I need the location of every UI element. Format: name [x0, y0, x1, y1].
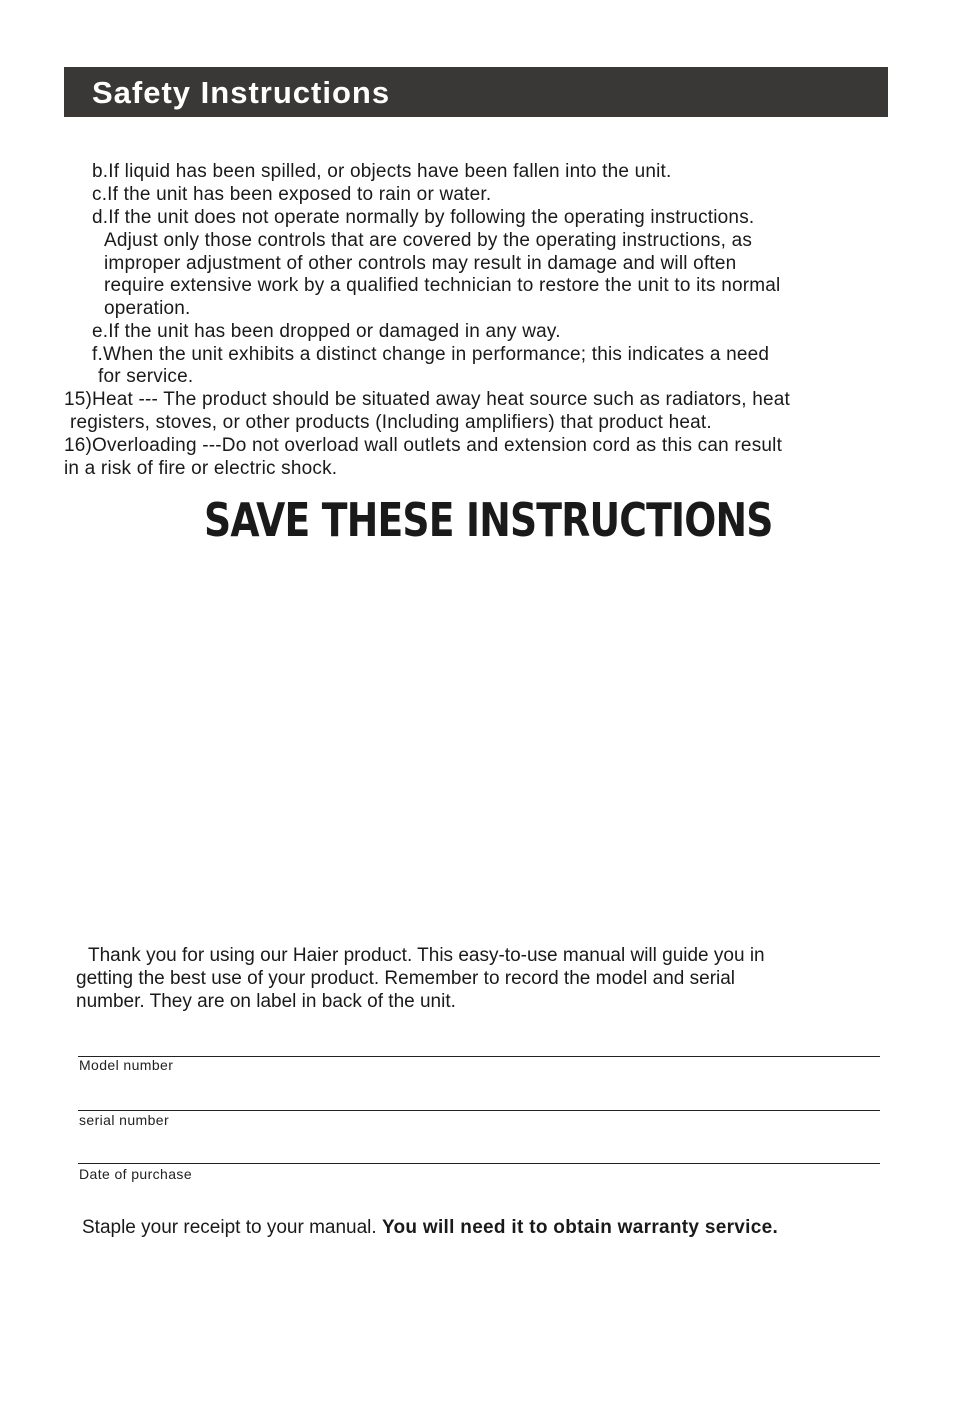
instruction-line-d-cont2: improper adjustment of other controls may result in damage and will often	[104, 253, 737, 274]
instruction-line-b: b.If liquid has been spilled, or objects have been fallen into the unit.	[92, 161, 672, 182]
date-of-purchase-label: Date of purchase	[79, 1166, 193, 1182]
instruction-line-f: f.When the unit exhibits a distinct change in performance; this indicates a need	[92, 344, 770, 365]
model-number-line[interactable]	[78, 1056, 880, 1057]
instruction-line-f-cont: for service.	[98, 366, 194, 387]
instruction-line-16: 16)Overloading ---Do not overload wall outlets and extension cord as this can result	[64, 435, 783, 456]
instruction-line-16-cont: in a risk of fire or electric shock.	[64, 458, 338, 479]
thanks-line-2: getting the best use of your product. Remember to record the model and serial	[76, 968, 736, 989]
instruction-line-d: d.If the unit does not operate normally by following the operating instructions.	[92, 207, 755, 228]
instruction-line-15: 15)Heat --- The product should be situated away heat source such as radiators, heat	[64, 389, 790, 410]
thanks-line-1: Thank you for using our Haier product. This easy-to-use manual will guide you in	[88, 945, 765, 966]
section-title: Safety Instructions	[92, 75, 391, 110]
staple-note-normal: Staple your receipt to your manual.	[82, 1217, 382, 1238]
staple-note-bold: You will need it to obtain warranty service.	[381, 1217, 779, 1238]
instruction-line-d-cont1: Adjust only those controls that are covered by the operating instructions, as	[104, 230, 753, 251]
instruction-line-d-cont4: operation.	[104, 298, 191, 319]
staple-receipt-note	[82, 1217, 778, 1239]
model-number-label: Model number	[79, 1057, 174, 1073]
serial-number-line[interactable]	[78, 1110, 880, 1111]
thanks-line-3: number. They are on label in back of the unit.	[76, 991, 456, 1012]
save-instructions-heading: SAVE THESE INSTRUCTIONS	[204, 493, 773, 547]
serial-number-label: serial number	[79, 1112, 170, 1128]
instruction-line-c: c.If the unit has been exposed to rain or water.	[92, 184, 492, 205]
instruction-line-15-cont: registers, stoves, or other products (Including amplifiers) that product heat.	[70, 412, 712, 433]
instruction-line-d-cont3: require extensive work by a qualified technician to restore the unit to its normal	[104, 275, 781, 296]
instruction-line-e: e.If the unit has been dropped or damaged in any way.	[92, 321, 561, 342]
section-header-bar	[64, 67, 888, 117]
date-of-purchase-line[interactable]	[78, 1163, 880, 1164]
